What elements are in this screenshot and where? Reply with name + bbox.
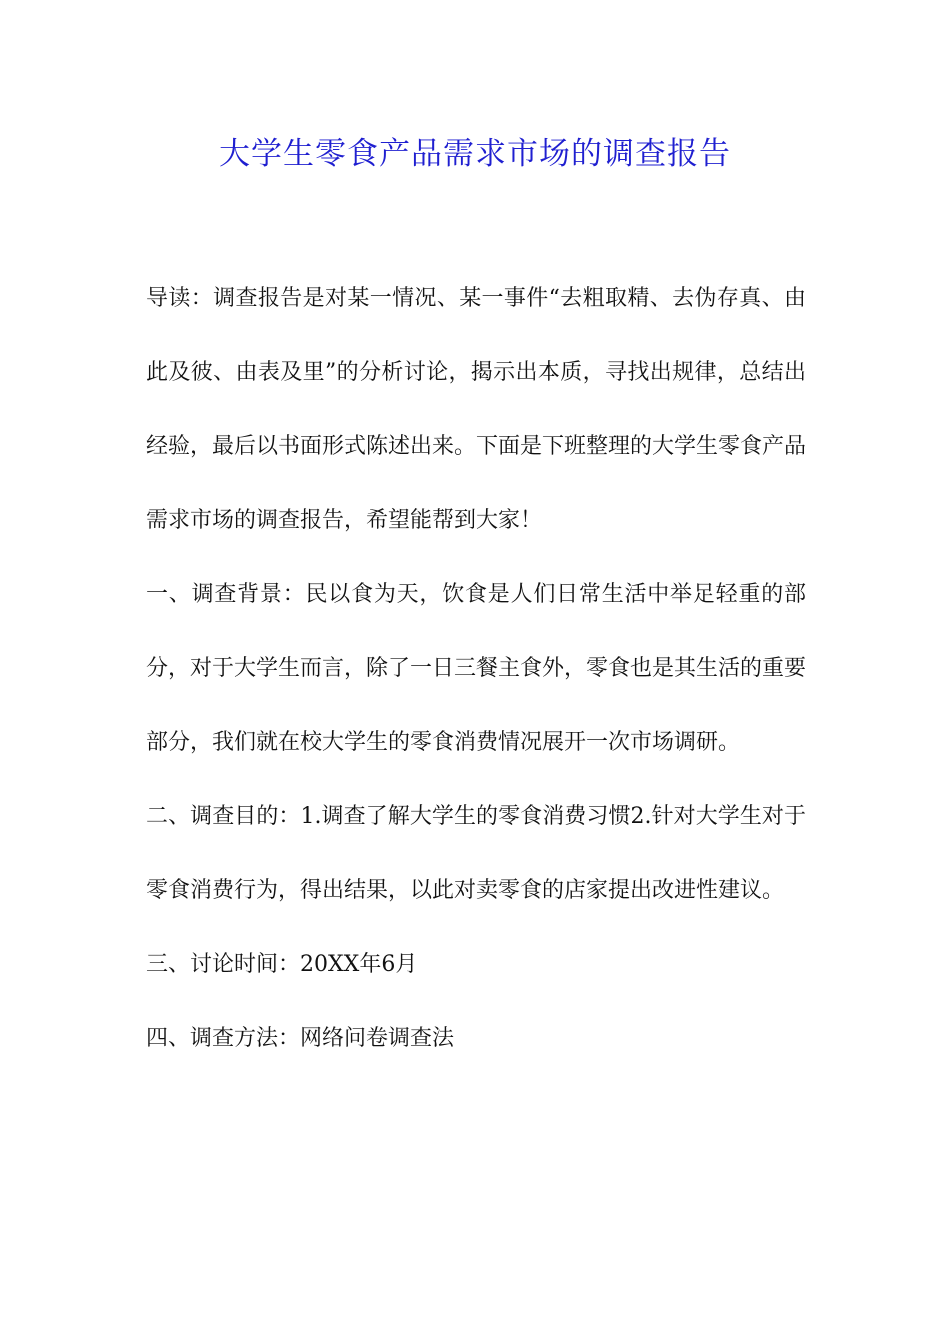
document-body [146,262,806,1076]
paragraph-purpose: 二、调查目的：1.调查了解大学生的零食消费习惯2.针对大学生对于零食消费行为，得出结果，以此对卖零食的店家提出改进性建议。 [146,804,806,903]
paragraph-method: 四、调查方法：网络问卷调查法 [146,1026,455,1051]
paragraph-time: 三、讨论时间：20XX年6月 [146,952,418,977]
document-title: 大学生零食产品需求市场的调查报告 [219,136,731,172]
paragraph-background: 一、调查背景：民以食为天，饮食是人们日常生活中举足轻重的部分，对于大学生而言，除了一日三餐主食外，零食也是其生活的重要部分，我们就在校大学生的零食消费情况展开一次市场调研。 [146,582,807,755]
paragraph-intro: 导读：调查报告是对某一情况、某一事件“去粗取精、去伪存真、由此及彼、由表及里”的分析讨论，揭示出本质，寻找出规律，总结出经验，最后以书面形式陈述出来。下面是下班整理的大学生零食产品需求市场的调查报告，希望能帮到大家！ [146,286,807,533]
